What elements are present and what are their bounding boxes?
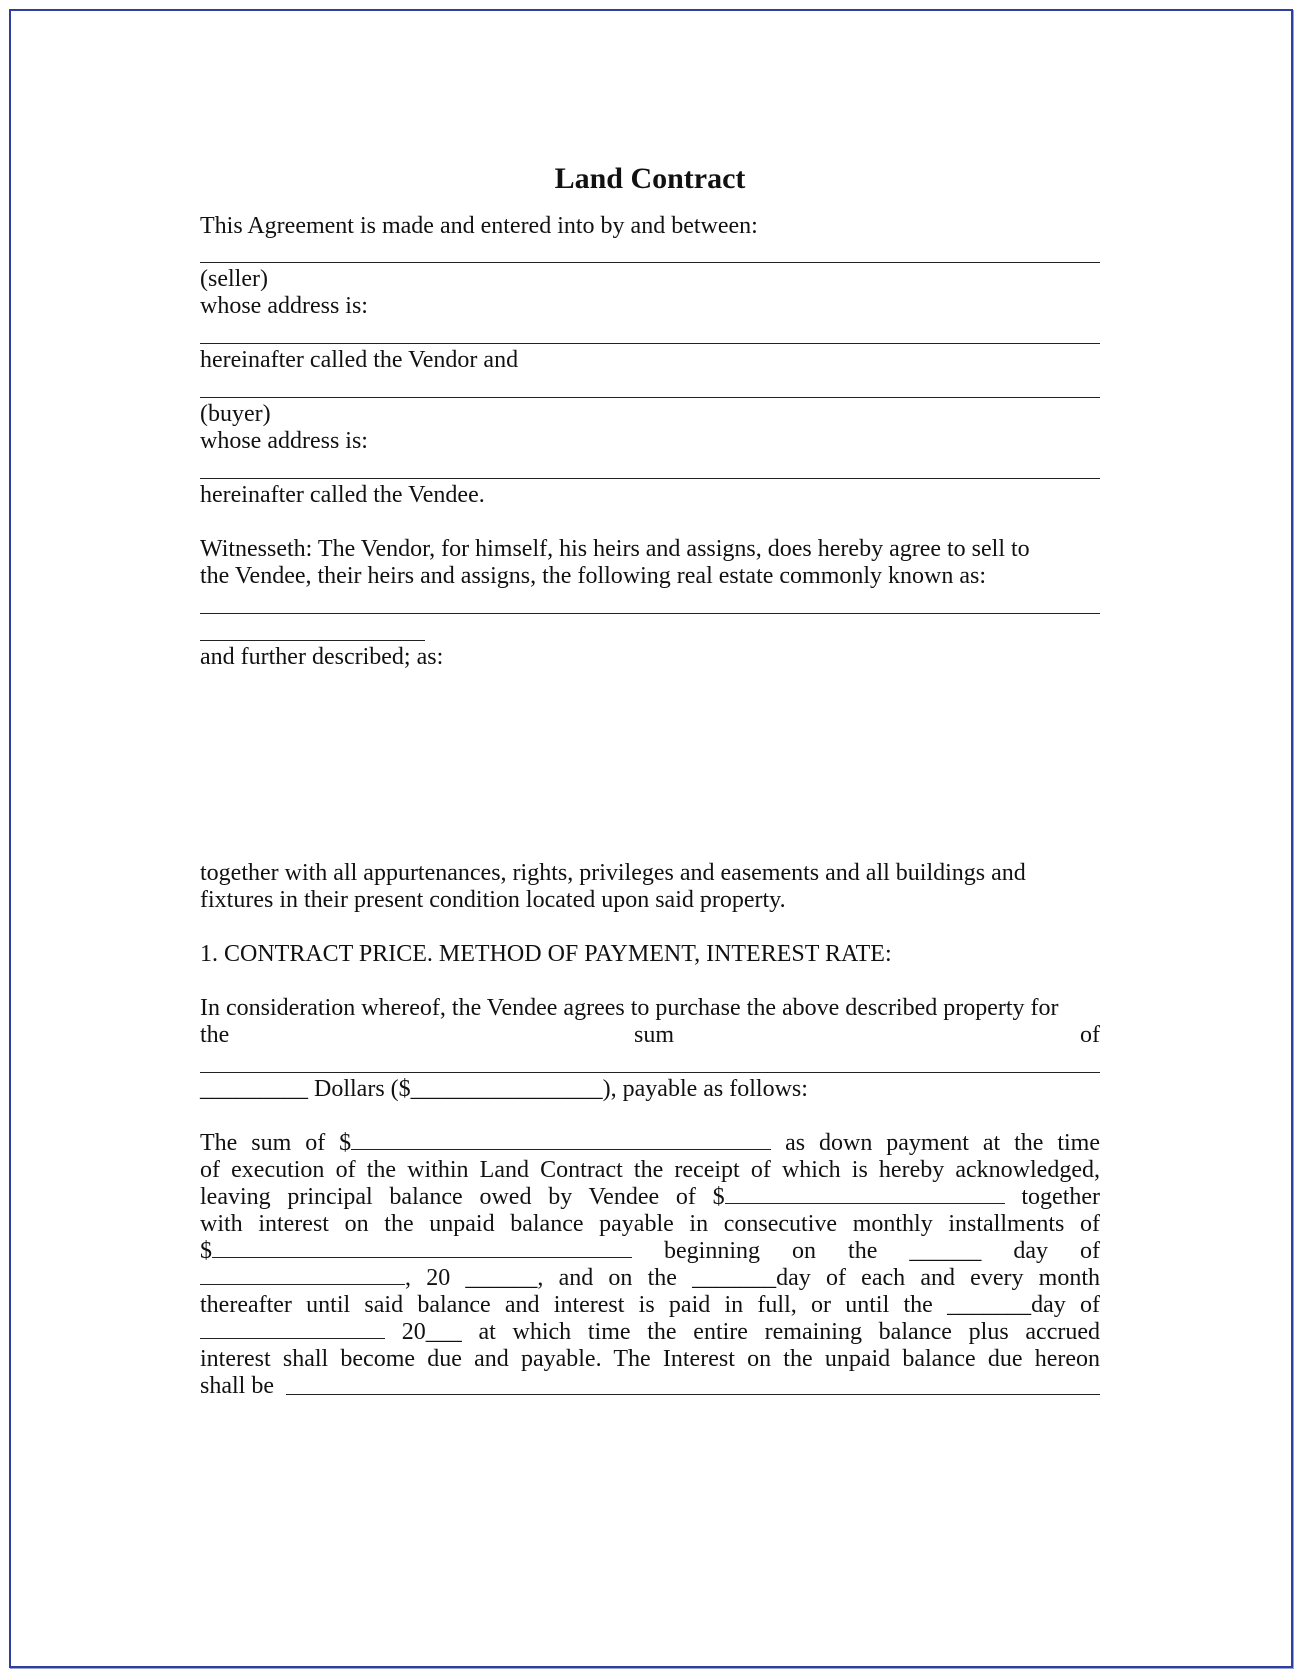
payment-j-text: shall be	[200, 1373, 274, 1399]
seller-label: (seller)	[200, 266, 268, 292]
down-payment-field[interactable]	[351, 1129, 771, 1150]
buyer-address-label: whose address is:	[200, 428, 368, 454]
buyer-address-line[interactable]	[200, 478, 1100, 479]
page-frame	[9, 9, 1293, 1668]
property-address-line[interactable]	[200, 613, 1100, 614]
seller-address-line[interactable]	[200, 343, 1100, 344]
amount-in-words-line[interactable]	[200, 1072, 1100, 1073]
payment-a-start: The sum of $	[200, 1130, 352, 1156]
payment-e-end: beginning on the ______ day of	[664, 1238, 1101, 1264]
seller-address-label: whose address is:	[200, 293, 368, 319]
payment-line-d: with interest on the unpaid balance payable in consecutive monthly installments of	[200, 1211, 1100, 1237]
payment-h-text: 20___ at which time the entire remaining balance plus accrued	[401, 1319, 1101, 1345]
payment-line-e	[200, 1237, 1100, 1265]
payment-line-g: thereafter until said balance and interest is paid in full, or until the _______day of	[200, 1292, 1100, 1318]
payment-line-f	[200, 1264, 1100, 1292]
installment-amount-field[interactable]	[212, 1237, 632, 1258]
vendee-text: hereinafter called the Vendee.	[200, 482, 485, 508]
payment-c-start: leaving principal balance owed by Vendee of $	[200, 1184, 725, 1210]
page-title: Land Contract	[554, 162, 746, 195]
section-1-heading: 1. CONTRACT PRICE. METHOD OF PAYMENT, INTEREST RATE:	[200, 941, 892, 967]
payment-line-j	[200, 1372, 1100, 1400]
interest-rate-field[interactable]	[286, 1374, 1100, 1395]
payment-line-b: of execution of the within Land Contract the receipt of which is hereby acknowledged,	[200, 1157, 1100, 1183]
seller-name-line[interactable]	[200, 262, 1100, 263]
property-address-line-short[interactable]	[200, 640, 425, 641]
witness-line-1: Witnesseth: The Vendor, for himself, his heirs and assigns, does hereby agree to sell to	[200, 536, 1030, 562]
consideration-line-1: In consideration whereof, the Vendee agrees to purchase the above described property for	[200, 995, 1059, 1021]
witness-line-2: the Vendee, their heirs and assigns, the following real estate commonly known as:	[200, 563, 987, 589]
vendor-text: hereinafter called the Vendor and	[200, 347, 519, 373]
appurtenances-line-2: fixtures in their present condition located upon said property.	[200, 887, 786, 913]
maturity-month-field[interactable]	[200, 1318, 385, 1339]
payment-line-h	[200, 1318, 1100, 1346]
intro-text: This Agreement is made and entered into by and between:	[200, 213, 758, 239]
word-the: the	[200, 1022, 230, 1048]
appurtenances-line-1: together with all appurtenances, rights, privileges and easements and all buildings and	[200, 860, 1026, 886]
further-described-text: and further described; as:	[200, 644, 444, 670]
buyer-label: (buyer)	[200, 401, 271, 427]
payment-a-end: as down payment at the time	[785, 1130, 1101, 1156]
payment-line-a	[200, 1129, 1100, 1157]
word-of: of	[1080, 1022, 1100, 1048]
payment-line-c	[200, 1183, 1100, 1211]
dollars-line: _________ Dollars ($________________), payable as follows:	[200, 1076, 808, 1102]
start-month-field[interactable]	[200, 1264, 405, 1285]
payment-line-i: interest shall become due and payable. The Interest on the unpaid balance due hereon	[200, 1346, 1100, 1372]
word-sum: sum	[634, 1022, 675, 1048]
payment-e-start: $	[200, 1238, 212, 1264]
principal-balance-field[interactable]	[725, 1183, 1005, 1204]
payment-c-end: together	[1021, 1184, 1101, 1210]
payment-f-text: , 20 ______, and on the _______day of each and every month	[405, 1265, 1100, 1291]
buyer-name-line[interactable]	[200, 397, 1100, 398]
